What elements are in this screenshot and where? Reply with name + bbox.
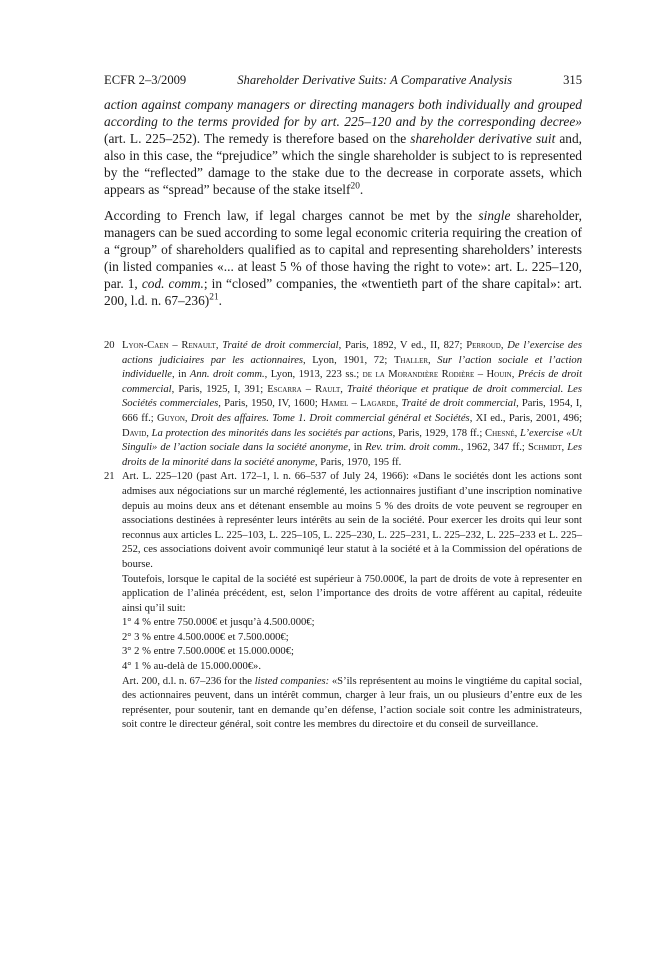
footnote-paragraph: Toutefois, lorsque le capital de la société est supérieur à 750.000€, la part de droits de vote à representer en application de l’alinéa précédent, est, selon l’importance des droits de votre afférent au capital, rédeuite ainsi qu’il suit:: [122, 573, 582, 614]
book-title: Traité de droit commercial: [401, 398, 517, 410]
body-text: [104, 96, 582, 309]
footnote-20: [104, 339, 582, 470]
footnote-21: [104, 470, 582, 733]
text-span: and, also in this case, the “prejudice” which the single shareholder is subject to is represented by the “reflected” damage to the stake due to the decrease in corporate assets, which appears as “spread” because of the stake itself: [104, 131, 582, 197]
book-title: Droit des affaires. Tome 1. Droit commercial général et Sociétés: [190, 412, 470, 424]
italic-span: shareholder derivative suit: [410, 131, 556, 146]
author-name: Escarra – Rault: [267, 383, 341, 395]
author-name: de la Morandière Rodière – Houin: [362, 369, 512, 381]
text-span: ,: [184, 412, 191, 424]
text-span: , in: [348, 442, 366, 454]
text-span: ,: [340, 383, 347, 395]
book-title: Sur l’action sociale et l’action individuelle: [122, 354, 583, 381]
text-span: ,: [500, 340, 508, 351]
text-span: ,: [395, 398, 402, 410]
author-name: Schmidt: [528, 442, 562, 454]
italic-span: action against company managers or directing managers both individually and grouped according to the terms provided for by art. 225–120 and by the corresponding decree»: [104, 97, 582, 129]
text-span: «S’ils représentent au moins le vingtiéme du capital social, des actionnaires peuvent, dans un intérêt commun, charger à leur frais, un ou plusieurs d’entre eux de les représenter, pour soutenir, tant en demande qu’en défense, l’action sociale soit contre les administrateurs, soit contre le directeur général, soit contre les membres du directoire et du conseil de surveillance.: [122, 675, 582, 731]
paragraph-1: [104, 96, 582, 198]
footnote-number: 20: [104, 340, 115, 351]
text-span: , Paris, 1950, IV, 1600;: [218, 398, 321, 410]
italic-span: listed companies:: [254, 675, 330, 687]
text-span: , Paris, 1954, I, 666 ff.;: [122, 398, 582, 424]
text-span: .: [218, 293, 222, 308]
text-span: , Paris, 1892, V ed., II, 827;: [338, 340, 467, 351]
book-title: Précis de droit commercial: [122, 369, 583, 395]
article-title: Shareholder Derivative Suits: A Comparative Analysis: [237, 73, 513, 87]
threshold-line: 3° 2 % entre 7.500.000€ et 15.000.000€;: [122, 646, 294, 658]
text-span: , Lyon, 1913, 223 ss.;: [264, 369, 363, 381]
author-name: Hamel – Lagarde: [320, 398, 396, 410]
footnote-body: [122, 470, 582, 733]
text-span: , Paris, 1970, 195 ff.: [314, 456, 402, 468]
text-span: , Paris, 1929, 178 ff.;: [392, 427, 486, 439]
text-span: , 1962, 347 ff.;: [460, 442, 528, 454]
running-head: [104, 72, 582, 88]
journal-title: Rev. trim. droit comm.: [365, 442, 461, 454]
text-span: ,: [146, 427, 152, 439]
footnote-paragraph: Art. L. 225–120 (past Art. 172–1, l. n. 66–537 of July 24, 1966): «Dans le sociétés dont les actions sont admises aux négociations sur un marché réglementé, les actionnaires justifiant d’une inscription nominative depuis au moins deux ans et détenant ensemble au moins 5 % des droits de vote peuvent se regrouper en associations destinées à represénter leurs intérêts au sein de la société. Pour exercer les droits qui leur sont reconnus aux articles L. 225–103, L. 225–105, L. 225–230, L. 225–231, L. 225–232, L. 225–233 et L. 225–252, ces associations doivent avoir communiqé leur statut à la société et à la Commission del opérations de bourse.: [122, 471, 582, 570]
footnote-number: 21: [104, 471, 115, 483]
author-name: Perroud: [466, 340, 501, 351]
book-title: La protection des minorités dans les sociétés par actions: [151, 427, 393, 439]
text-span: , XI ed., Paris, 2001, 496;: [469, 412, 583, 424]
footnote-ref-21[interactable]: 21: [209, 292, 219, 303]
author-name: Lyon-Caen – Renault: [122, 340, 216, 351]
page-number: 315: [563, 73, 582, 87]
author-name: Chesné: [485, 427, 515, 439]
book-title: Traité de droit commercial: [222, 340, 339, 351]
paragraph-2: [104, 207, 582, 309]
text-span: , Lyon, 1901, 72;: [303, 354, 394, 366]
text-span: .: [359, 182, 364, 197]
footnote-body: [122, 339, 582, 470]
book-title: Les droits de la minorité dans la société anonyme: [122, 442, 582, 468]
text-span: shareholder, managers can be sued according to some legal economic criteria requiring the creation of a “group” of shareholders qualified as to capital and representing shareholders’ interests (in listed companies «... at least 5 % of those having the right to vote»: art. L. 225–120, par. 1,: [104, 208, 582, 291]
italic-span: single: [478, 208, 511, 223]
text-span: Art. 200, d.l. n. 67–236 for the: [122, 675, 255, 687]
book-title: De l’exercise des actions judiciaires par les actionnaires: [122, 340, 582, 366]
text-span: ,: [561, 442, 568, 454]
text-span: ,: [215, 340, 223, 351]
text-span: (art. L. 225–252). The remedy is therefore based on the: [104, 131, 411, 146]
journal-title: Ann. droit comm.: [189, 369, 265, 381]
journal-issue: ECFR 2–3/2009: [104, 73, 187, 87]
text-span: According to French law, if legal charges cannot be met by the: [104, 208, 479, 223]
author-name: Guyon: [157, 412, 185, 424]
book-title: Traité théorique et pratique de droit commercial. Les Sociétés commerciales: [122, 383, 583, 410]
threshold-line: 4° 1 % au-delà de 15.000.000€».: [122, 661, 261, 673]
text-span: ; in “closed” companies, the «twentieth part of the share capital»: art. 200, l.d. n. 67–236): [104, 276, 583, 308]
italic-span: cod. comm.: [141, 276, 204, 291]
text-span: ,: [514, 427, 521, 439]
threshold-line: 2° 3 % entre 4.500.000€ et 7.500.000€;: [122, 631, 289, 643]
text-span: , Paris, 1925, I, 391;: [171, 383, 268, 395]
text-span: ,: [428, 354, 438, 366]
footnote-ref-20[interactable]: 20: [350, 181, 360, 192]
book-title: L’exercise «Ut Singuli» de l’action sociale dans la société anonyme: [122, 427, 582, 454]
author-name: David: [122, 427, 147, 439]
text-span: ,: [511, 369, 518, 381]
page: [104, 72, 582, 733]
author-name: Thaller: [393, 354, 429, 366]
footnotes: [104, 339, 582, 733]
footnote-paragraph: [122, 675, 582, 733]
text-span: , in: [172, 369, 190, 381]
threshold-line: 1° 4 % entre 750.000€ et jusqu’à 4.500.000€;: [122, 617, 315, 629]
